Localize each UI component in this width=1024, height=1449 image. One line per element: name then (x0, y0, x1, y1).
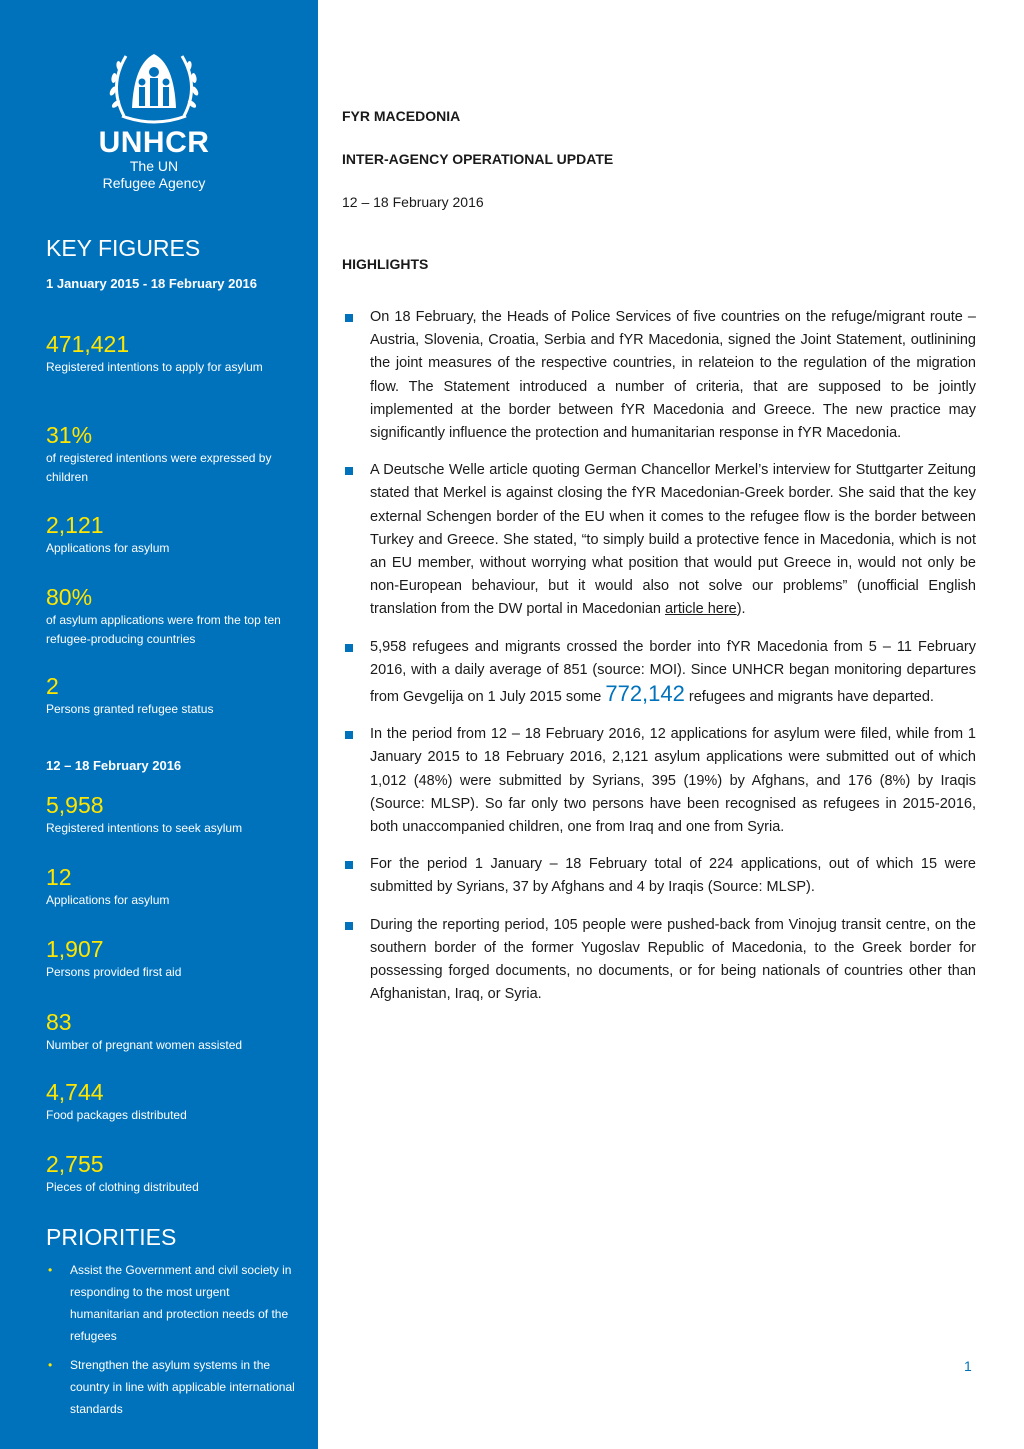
unhcr-logo (88, 46, 220, 192)
key-figure-value: 2 (46, 673, 59, 699)
key-figure-value: 4,744 (46, 1079, 104, 1105)
priorities-list (46, 1259, 296, 1427)
highlight-text: For the period 1 January – 18 February total of 224 applications, out of which 15 were submitted by Syrians, 37 by Afghans and 4 by Iraqis (Source: MLSP). (370, 856, 976, 896)
key-figure-label: Food packages distributed (46, 1108, 187, 1122)
square-bullet-icon (345, 731, 353, 739)
key-figure-value: 80% (46, 584, 93, 610)
highlight-item (342, 853, 976, 899)
key-figure-value: 83 (46, 1009, 72, 1035)
key-figure-label: Applications for asylum (46, 893, 170, 907)
key-figure-value: 1,907 (46, 936, 104, 962)
key-figure (46, 791, 296, 838)
key-figure (46, 1008, 296, 1055)
key-figure (46, 863, 296, 910)
priority-item (46, 1259, 296, 1347)
key-figure (46, 1150, 296, 1197)
highlight-item (342, 636, 976, 710)
article-link[interactable]: article here (664, 601, 737, 618)
bullet-icon: • (48, 1358, 53, 1372)
highlights-list (342, 306, 976, 1020)
key-figures-period-1: 1 January 2015 - 18 February 2016 (46, 276, 258, 291)
unhcr-emblem-icon (104, 46, 204, 126)
key-figure-label: Pieces of clothing distributed (46, 1180, 199, 1194)
sidebar (0, 0, 318, 1449)
priority-item (46, 1354, 296, 1420)
key-figure-label: Number of pregnant women assisted (46, 1038, 243, 1052)
report-dates: 12 – 18 February 2016 (342, 194, 484, 210)
highlight-text: In the period from 12 – 18 February 2016, 12 applications for asylum were filed, while from 1 January 2015 to 18 February 2016, 2,121 asylum applications were submitted out of which 1,012 (48%) were submitted by Syrians, 395 (19%) by Afghans, and 176 (8%) by Iraqis (Source: MLSP). So far only two persons have been recognised as refugees in 2015-2016, both unaccompanied children, one from Iraq and one from Syria. (370, 726, 976, 836)
key-figure-label: of asylum applications were from the top ten refugee-producing countries (46, 613, 281, 646)
key-figure-label: Persons granted refugee status (46, 702, 214, 716)
priority-text: Assist the Government and civil society in responding to the most urgent humanitarian and protection needs of the refugees (70, 1263, 292, 1343)
logo-subtitle-line2: Refugee Agency (102, 175, 206, 191)
square-bullet-icon (345, 922, 353, 930)
highlights-heading: HIGHLIGHTS (342, 256, 429, 272)
square-bullet-icon (345, 467, 353, 475)
key-figure-label: Registered intentions to apply for asylum (46, 360, 263, 374)
highlight-text: 5,958 refugees and migrants crossed the border into fYR Macedonia from 5 – 11 February 2016, with a daily average of 851 (source: MOI). Since UNHCR began monitoring departures from Gevgelija on 1 July 2015 some (370, 638, 976, 706)
highlight-text-end: refugees and migrants have departed. (684, 689, 934, 706)
highlight-text: A Deutsche Welle article quoting German Chancellor Merkel’s interview for Stuttgarter Zeitung stated that Merkel is against closing the fYR Macedonian-Greek border. She said that the key external Schengen border of the EU when it comes to the refugee flow is the border between Turkey and Greece. She stated, “to simply build a protective fence in Macedonia, which is not an EU member, without worrying what position that would put Greece in, would not only be non-European behaviour, but it would also not solve our problems” (unofficial English translation from the DW portal in Macedonian (370, 462, 976, 618)
highlight-item (342, 459, 976, 621)
bullet-icon: • (48, 1263, 53, 1277)
key-figure (46, 935, 296, 982)
key-figure-value: 471,421 (46, 331, 130, 357)
key-figure-label: Applications for asylum (46, 541, 170, 555)
key-figure-value: 31% (46, 422, 93, 448)
highlight-text: During the reporting period, 105 people were pushed-back from Vinojug transit centre, on the southern border of the former Yugoslav Republic of Macedonia, to the Greek border for possessing forged documents, no documents, or for being nationals of countries other than Afghanistan, Iraq, or Syria. (370, 916, 976, 1003)
key-figure-value: 2,121 (46, 512, 104, 538)
report-title: INTER-AGENCY OPERATIONAL UPDATE (342, 151, 614, 167)
square-bullet-icon (345, 314, 353, 322)
highlight-item (342, 723, 976, 839)
key-figure (46, 511, 296, 558)
highlight-item (342, 306, 976, 445)
square-bullet-icon (345, 861, 353, 869)
key-figure (46, 1078, 296, 1125)
country-title: FYR MACEDONIA (342, 108, 461, 124)
highlight-text-end: ). (736, 601, 746, 618)
key-figure (46, 583, 296, 649)
key-figure-value: 12 (46, 864, 72, 890)
key-figure (46, 330, 296, 377)
priority-text: Strengthen the asylum systems in the country in line with applicable international standards (70, 1358, 295, 1416)
key-figure-label: Registered intentions to seek asylum (46, 821, 243, 835)
page-number: 1 (964, 1358, 972, 1374)
logo-name: UNHCR (98, 126, 210, 159)
logo-subtitle-line1: The UN (129, 158, 179, 174)
key-figure-value: 2,755 (46, 1151, 104, 1177)
priorities-title: PRIORITIES (46, 1224, 177, 1250)
key-figure (46, 421, 296, 487)
key-figure-label: of registered intentions were expressed by children (46, 451, 272, 484)
departures-total: 772,142 (605, 681, 685, 707)
key-figures-period-2: 12 – 18 February 2016 (46, 758, 182, 773)
highlight-text: On 18 February, the Heads of Police Services of five countries on the refuge/migrant route – Austria, Slovenia, Croatia, Serbia and fYR Macedonia, signed the Joint Statement, outlinining the joint measures of the respective countries, in relateion to the regulation of the migration flow. The Statement introduced a number of criteria, that are supposed to be jointly implemented at the border between fYR Macedonia and Greece. The new practice may significantly influence the protection and humanitarian response in fYR Macedonia. (370, 309, 976, 442)
key-figure-label: Persons provided first aid (46, 965, 182, 979)
key-figure-value: 5,958 (46, 792, 104, 818)
key-figures-title: KEY FIGURES (46, 235, 201, 261)
highlight-item (342, 914, 976, 1007)
key-figure (46, 672, 296, 719)
square-bullet-icon (345, 644, 353, 652)
